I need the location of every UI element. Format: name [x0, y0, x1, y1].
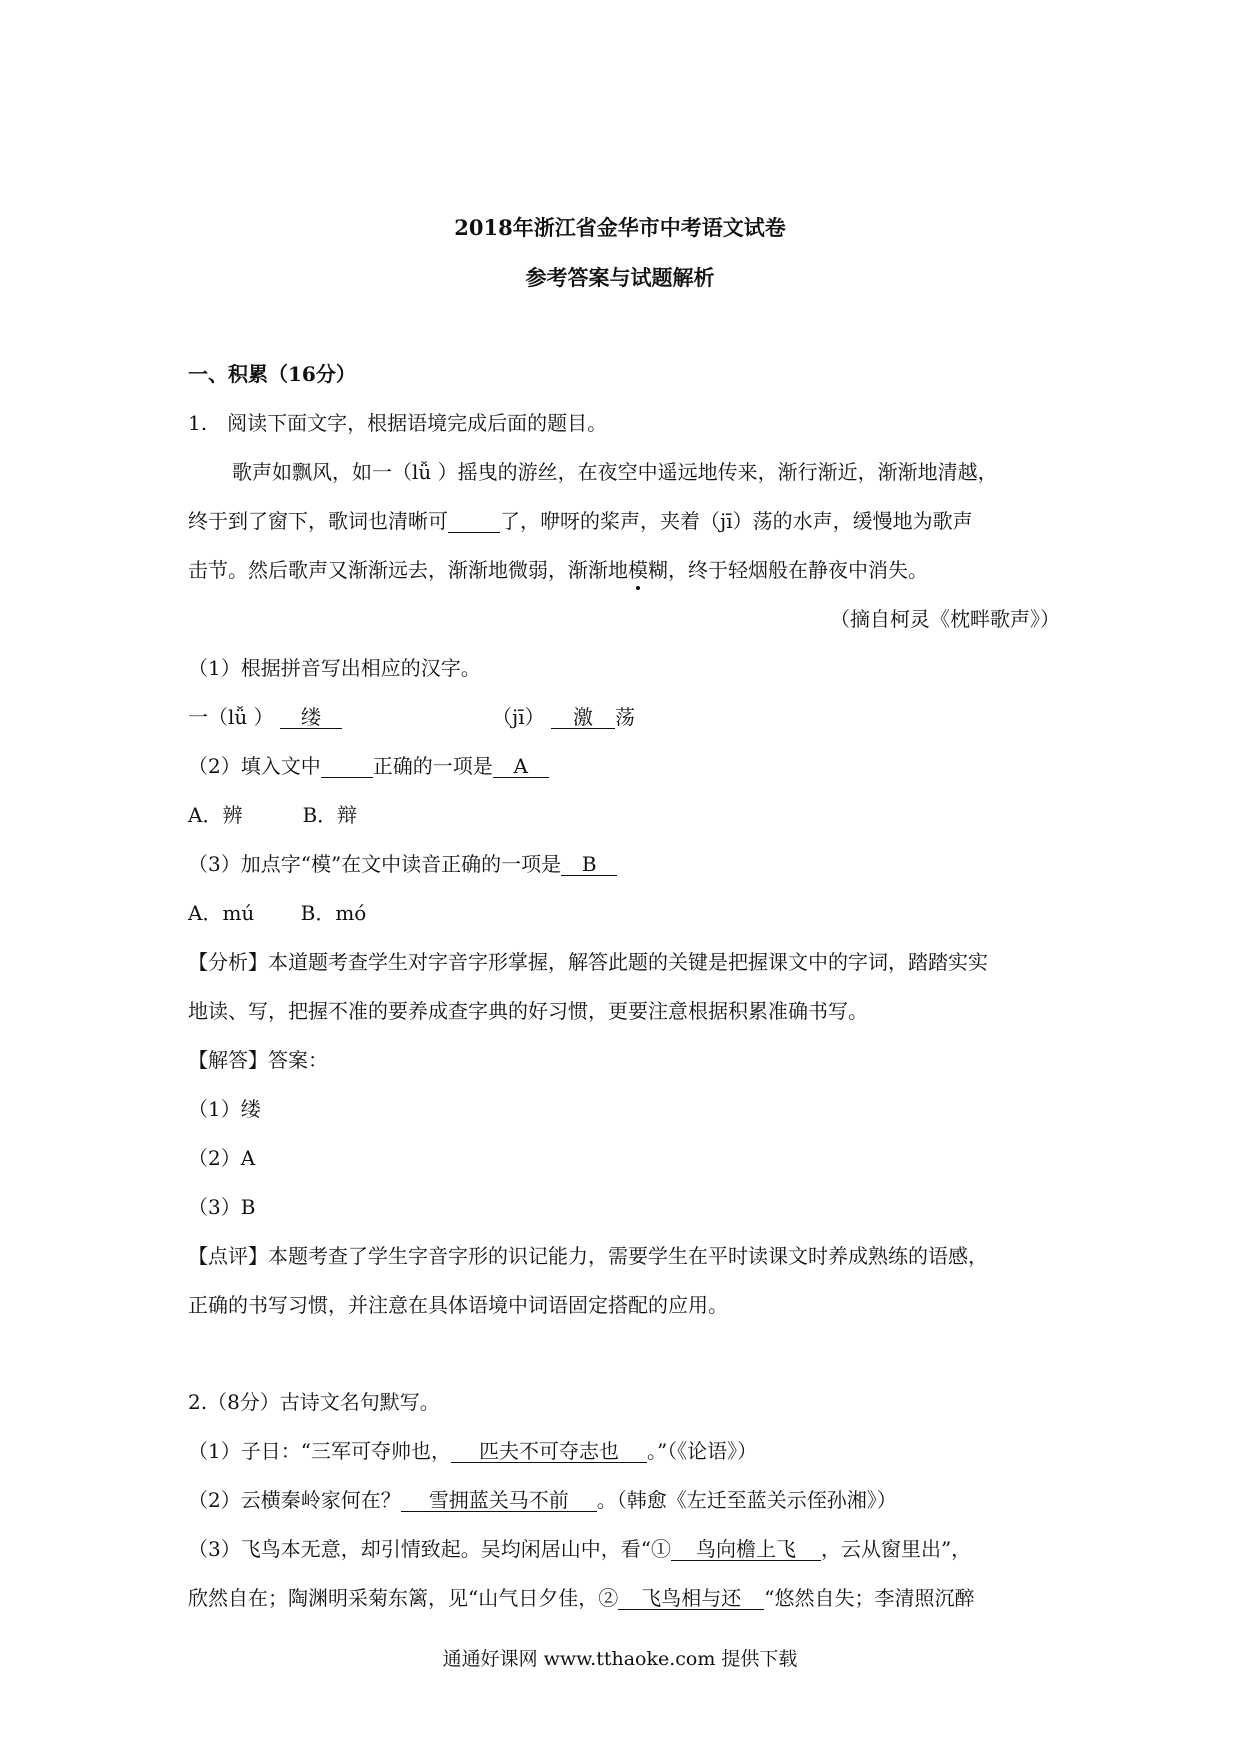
q2-sub-3-cont-start: 欣然自在；陶渊明采菊东篱，见“山气日夕佳，②: [188, 1586, 619, 1610]
blank-underline: [321, 755, 373, 778]
q2-sub-3-cont-end: “悠然自失；李清照沉醉: [764, 1586, 975, 1610]
q2-answer-2: 雪拥蓝关马不前: [401, 1489, 597, 1512]
passage-line-2-start: 终于到了窗下，歌词也清晰可: [188, 509, 448, 533]
answer-ji-suffix: 荡: [614, 705, 635, 729]
passage-line-2-end: 了，咿呀的桨声，夹着（jī）荡的水声，缓慢地为歌声: [500, 509, 973, 533]
sub-question-2-options: A．辨 B．辩: [188, 803, 358, 827]
sub-question-2: [188, 750, 549, 779]
question-2-stem: 2.（8分）古诗文名句默写。: [188, 1390, 440, 1414]
sub-question-3-options: A．mú B．mó: [188, 901, 367, 925]
q2-sub-3-end: ，云从窗里出”，: [820, 1537, 972, 1561]
sub-question-3-start: （3）加点字“模”在文中读音正确的一项是: [188, 852, 562, 876]
section-heading: 一、积累（16分）: [188, 362, 356, 386]
passage-line-2: [188, 505, 973, 534]
comment-line-2: 正确的书写习惯，并注意在具体语境中词语固定搭配的应用。: [188, 1293, 728, 1317]
passage-source: （摘自柯灵《枕畔歌声》）: [830, 607, 1060, 631]
document-title: 2018年浙江省金华市中考语文试卷: [454, 215, 786, 240]
sub-question-3: [188, 848, 617, 877]
passage-line-3-start: 击节。然后歌声又渐渐远去，渐渐地微弱，渐渐地: [188, 558, 628, 582]
answer-line-1: （1）缕: [188, 1097, 261, 1121]
answer-3: B: [561, 853, 617, 876]
answer-lv: 缕: [280, 706, 342, 729]
q2-answer-1: 匹夫不可夺志也: [451, 1440, 647, 1463]
page-footer: 通通好课网 www.tthaoke.com 提供下载: [442, 1648, 798, 1670]
sub-question-1: （1）根据拼音写出相应的汉字。: [188, 656, 481, 680]
q2-sub-2-end: 。（韩愈《左迁至蓝关示侄孙湘》）: [596, 1488, 897, 1512]
question-1-stem: 1. 阅读下面文字，根据语境完成后面的题目。: [188, 411, 608, 435]
q2-sub-3: [188, 1533, 971, 1562]
document-subtitle: 参考答案与试题解析: [525, 265, 715, 290]
answer-line-2: （2）A: [188, 1146, 256, 1170]
passage-line-3-end: 糊，终于轻烟般在静夜中消失。: [648, 558, 928, 582]
q2-sub-3-start: （3）飞鸟本无意，却引情致起。吴均闲居山中，看“①: [188, 1537, 671, 1561]
analysis-line-2: 地读、写，把握不准的要养成查字典的好习惯，更要注意根据积累准确书写。: [188, 999, 868, 1023]
dotted-character: 模: [628, 554, 648, 583]
blank-underline: [448, 510, 500, 533]
comment-line-1: 【点评】本题考查了学生字音字形的识记能力，需要学生在平时读课文时养成熟练的语感，: [188, 1244, 988, 1268]
sub-question-2-mid: 正确的一项是: [372, 754, 493, 778]
answer-2: A: [493, 755, 549, 778]
pinyin-lv: 一（lǚ ）: [188, 705, 274, 729]
q2-sub-1-end: 。”（《论语》）: [646, 1439, 758, 1463]
q2-sub-2-start: （2）云横秦岭家何在？: [188, 1488, 401, 1512]
analysis-line-1: 【分析】本道题考查学生对字音字形掌握，解答此题的关键是把握课文中的字词，踏踏实实: [188, 950, 988, 974]
passage-line-1: 歌声如飘风，如一（lǚ ）摇曳的游丝，在夜空中遥远地传来，渐行渐近，渐渐地清越，: [232, 460, 998, 484]
q2-sub-1: [188, 1435, 757, 1464]
passage-line-3: [188, 554, 928, 583]
answer-line-3: （3）B: [188, 1195, 256, 1219]
q2-sub-3-cont: [188, 1582, 974, 1611]
q2-sub-1-start: （1）子日：“三军可夺帅也，: [188, 1439, 451, 1463]
pinyin-ji: （jī）: [492, 705, 545, 729]
sub-question-2-start: （2）填入文中: [188, 754, 321, 778]
q2-sub-2: [188, 1484, 897, 1513]
sub-question-1-answers: [188, 701, 635, 730]
answer-heading: 【解答】答案：: [188, 1048, 328, 1072]
q2-answer-4: 飞鸟相与还: [618, 1587, 764, 1610]
answer-ji: 激: [551, 706, 615, 729]
q2-answer-3: 鸟向檐上飞: [671, 1538, 821, 1561]
